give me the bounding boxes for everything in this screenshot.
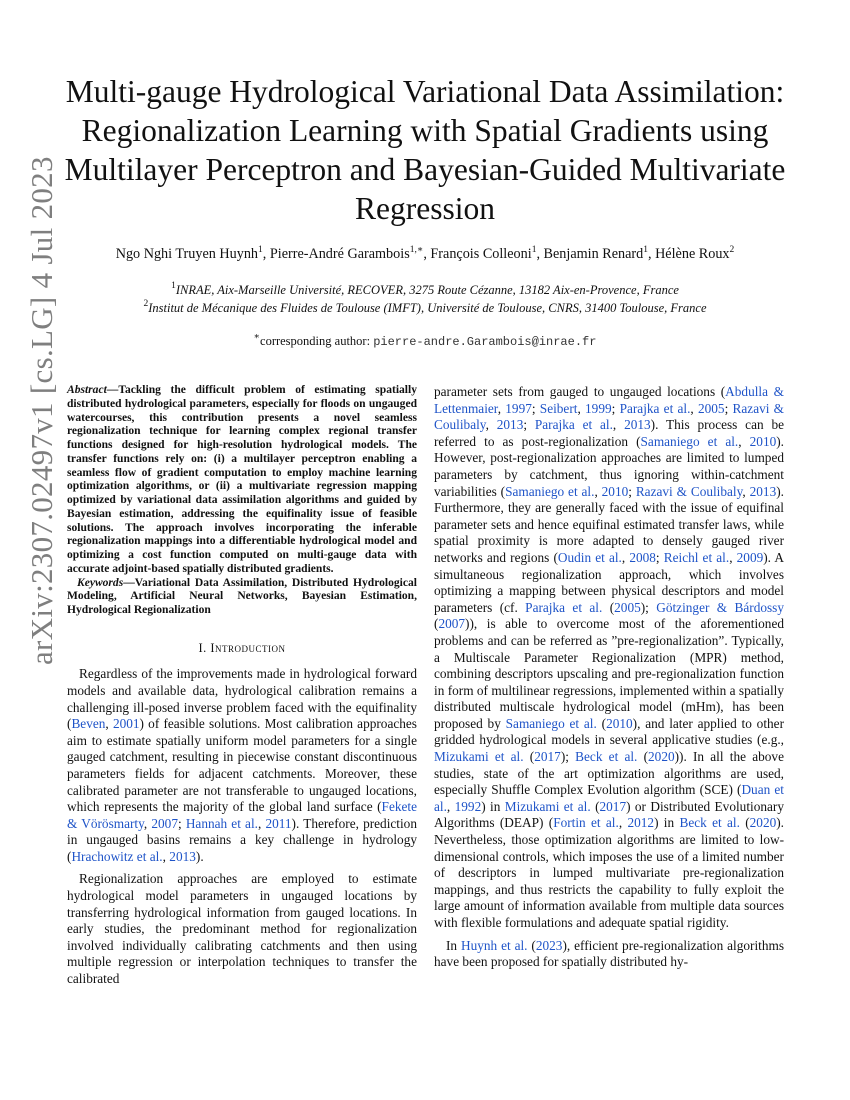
- author-affiliation-mark: 1: [531, 245, 537, 255]
- citation-link[interactable]: Beven: [71, 716, 106, 732]
- citation-link[interactable]: 2005: [697, 400, 725, 416]
- citation-link[interactable]: Duan et al.: [434, 782, 784, 814]
- author-affiliation-mark: 1: [258, 245, 263, 255]
- section-heading-introduction: [67, 640, 417, 657]
- citation-link[interactable]: 2008: [629, 549, 656, 565]
- citation-link[interactable]: 2010: [749, 433, 777, 449]
- citation-link[interactable]: Razavi & Coulibaly: [434, 400, 785, 433]
- citation-link[interactable]: 1999: [585, 400, 612, 416]
- citation-link[interactable]: 2017: [534, 749, 561, 765]
- author-list: Ngo Nghi Truyen Huynh$^1$, Pierre-André Garambois$^{1,∗}$, François Colleoni$^1$, Benjamin Renard$^1$, Hélène Roux$^2$: [115, 245, 735, 262]
- citation-link[interactable]: 2009: [736, 549, 764, 565]
- citation-link[interactable]: 2013: [749, 483, 777, 499]
- citation-link[interactable]: 2013: [624, 417, 651, 433]
- abstract-label: Abstract: [67, 384, 107, 396]
- author-affiliation-mark: 1: [643, 245, 648, 255]
- intro-paragraph-2: Regionalization approaches are employed to estimate hydrological model parameters in ungauged locations by transferring hydrological information from gauged locations. In early studies, the predominant method for regionalization involved individually calibrating catchments and then using multiple regression or interpolation techniques to transfer the calibrated: [67, 871, 417, 987]
- abstract: [67, 384, 417, 577]
- citation-link[interactable]: 2023: [535, 937, 563, 953]
- citation-link[interactable]: Samaniego et al.: [640, 433, 739, 449]
- arxiv-identifier: arXiv:2307.02497v1 [cs.LG] 4 Jul 2023: [24, 156, 59, 665]
- citation-link[interactable]: 2012: [627, 815, 655, 831]
- citation-link[interactable]: Fekete & Vörösmarty: [67, 799, 417, 831]
- author-affiliation-mark: 1,∗: [409, 245, 424, 255]
- affiliations: [40, 281, 810, 317]
- citation-link[interactable]: 2010: [601, 483, 629, 499]
- right-column: [434, 384, 784, 977]
- section-number: I.: [198, 640, 207, 655]
- citation-link[interactable]: Seibert: [539, 400, 578, 416]
- author-name: Benjamin Renard: [543, 246, 644, 262]
- citation-link[interactable]: 2010: [606, 715, 633, 731]
- section-title: Introduction: [210, 640, 286, 655]
- citation-link[interactable]: 2007: [151, 815, 178, 831]
- corresponding-author: [40, 333, 810, 350]
- abstract-text: —Tackling the difficult problem of estimating spatially distributed hydrological parameters, especially for floods on ungauged watercourses, this contribution presents a novel seamless regionalization technique for learning complex regional transfer functions designed for high-resolution hydrological models. The transfer functions rely on: (i) a multilayer perceptron enabling a seamless flow of gradient computation to employ machine learning optimization algorithms, or (ii) a multivariate regression mapping optimized by variational data assimilation algorithms and guided by Bayesian estimation, addressing the equifinality issue of feasible solutions. The approach involves incorporating the inferable regionalization mappings into a differentiable hydrological model and optimizing a cost function computed on multi-gauge data with accurate adjoint-based spatially distributed gradients.: [67, 384, 417, 575]
- citation-link[interactable]: Parajka et al.: [534, 417, 613, 433]
- citation-link[interactable]: Mizukami et al.: [504, 798, 591, 814]
- citation-link[interactable]: Razavi & Coulibaly: [635, 483, 743, 499]
- author-name: Hélène Roux: [655, 246, 730, 262]
- corresponding-mark: ∗: [253, 332, 261, 342]
- citation-link[interactable]: Huynh et al.: [460, 937, 528, 953]
- citation-link[interactable]: Reichl et al.: [663, 549, 730, 565]
- citation-link[interactable]: Oudin et al.: [557, 549, 622, 565]
- citation-link[interactable]: Parajka et al.: [525, 599, 603, 615]
- affiliation-mark: 2: [143, 299, 149, 309]
- citation-link[interactable]: 2007: [438, 616, 466, 632]
- corresponding-email[interactable]: pierre-andre.Garambois@inrae.fr: [373, 335, 597, 349]
- corresponding-label: corresponding author:: [260, 334, 374, 348]
- left-column: [67, 384, 417, 994]
- citation-link[interactable]: 2013: [169, 848, 196, 864]
- citation-link[interactable]: 2020: [749, 815, 777, 831]
- intro-paragraph-1: Regardless of the improvements made in hydrological forward models and available data, hydrological calibration remains a challenging ill-posed inverse problem faced with the equifinality (Beven, 2001) of feasible solutions. Most calibration approaches aim to estimate spatially uniform model parameters for a single gauged catchment, resulting in piecewise constant discontinuous parameters fields for adjacent catchments. Moreover, these calibrated parameter are not transferable to ungauged locations, which represents the majority of the global land surface (Fekete & Vörösmarty, 2007; Hannah et al., 2011). Therefore, prediction in ungauged basins remains a key challenge in hydrology (Hrachowitz et al., 2013).: [67, 666, 417, 864]
- affiliation-line: [40, 281, 810, 299]
- citation-link[interactable]: 1997: [505, 400, 532, 416]
- citation-link[interactable]: 2017: [599, 798, 627, 814]
- keywords-label: Keywords: [77, 576, 124, 589]
- citation-link[interactable]: Abdulla & Lettenmaier: [434, 384, 784, 416]
- affiliation-line: [40, 299, 810, 317]
- author-affiliation-mark: 2: [729, 245, 735, 255]
- citation-link[interactable]: 2001: [112, 716, 140, 732]
- affiliation-mark: 1: [171, 281, 176, 291]
- citation-link[interactable]: Samaniego et al.: [505, 483, 595, 499]
- author-name: François Colleoni: [430, 246, 532, 262]
- citation-link[interactable]: Samaniego et al.: [505, 715, 597, 731]
- citation-link[interactable]: Mizukami et al.: [434, 749, 524, 765]
- intro-paragraph-2-continued: parameter sets from gauged to ungauged locations (Abdulla & Lettenmaier, 1997; Seibert, 1999; Parajka et al., 2005; Razavi & Coulibaly, 2013; Parajka et al., 2013). This process can be referred to as post-regionalization (Samaniego et al., 2010). However, post-regionalization approaches are limited to lumped parameters by catchment, thus ignoring within-catchment variabilities (Samaniego et al., 2010; Razavi & Coulibaly, 2013). Furthermore, they are generally faced with the issue of equifinal parameter sets and hence equifinal estimated transfer laws, while spatial proximity is more adapted to densely gauged river networks and regions (Oudin et al., 2008; Reichl et al., 2009). A simultaneous regionalization approach, which involves optimizing a mapping between physical descriptors and model parameters (cf. Parajka et al. (2005); Götzinger & Bárdossy (2007)), is able to overcome most of the aforementioned problems and can be referred as ”pre-regionalization”. Typically, a Multiscale Parameter Regionalization (MPR) method, combining descriptors upscaling and pre-regionalization function in form of multilinear regressions, implemented within a spatially distributed multiscale hydrological model (mHm), has been proposed by Samaniego et al. (2010), and later applied to other gridded hydrological models in several applicative studies (e.g., Mizukami et al. (2017); Beck et al. (2020)). In all the above studies, state of the art optimization algorithms are used, especially Shuffle Complex Evolution algorithm (SCE) (Duan et al., 1992) in Mizukami et al. (2017) or Distributed Evolutionary Algorithms (DEAP) (Fortin et al., 2012) in Beck et al. (2020). Nevertheless, those optimization algorithms are limited to low-dimensional controls, which imposes the use of a limited number of descriptors in lumped multivariate pre-regionalization mappings, and thus restricts the capability to fully exploit the large amount of information available from multiple data sources with flexible formulations and adequate spatial rigidity.: [434, 384, 785, 930]
- author-name: Ngo Nghi Truyen Huynh: [115, 246, 259, 262]
- citation-link[interactable]: Beck et al.: [575, 749, 638, 765]
- author-name: Pierre-André Garambois: [269, 246, 410, 262]
- citation-link[interactable]: Hrachowitz et al.: [71, 848, 163, 864]
- citation-link[interactable]: 2013: [496, 417, 524, 433]
- affiliation-text: INRAE, Aix-Marseille Université, RECOVER, 3275 Route Cézanne, 13182 Aix-en-Provence, France: [175, 283, 679, 297]
- citation-link[interactable]: Götzinger & Bárdossy: [656, 599, 784, 615]
- citation-link[interactable]: 2011: [265, 815, 292, 831]
- affiliation-text: Institut de Mécanique des Fluides de Toulouse (IMFT), Université de Toulouse, CNRS, 31400 Toulouse, France: [148, 301, 707, 315]
- keywords-text: —Variational Data Assimilation, Distributed Hydrological Modeling, Artificial Neural Networks, Bayesian Estimation, Hydrological Regionalization: [67, 576, 417, 616]
- citation-link[interactable]: Fortin et al.: [553, 815, 619, 831]
- citation-link[interactable]: Hannah et al.: [185, 815, 258, 831]
- paper-title: Multi-gauge Hydrological Variational Data Assimilation: Regionalization Learning with Spatial Gradients using Multilayer Perceptron and Bayesian-Guided Multivariate Regression: [64, 74, 786, 226]
- intro-paragraph-3: In Huynh et al. (2023), efficient pre-regionalization algorithms have been proposed for spatially distributed hy-: [434, 937, 784, 970]
- citation-link[interactable]: Parajka et al.: [619, 400, 691, 416]
- citation-link[interactable]: 1992: [454, 798, 482, 814]
- citation-link[interactable]: 2005: [614, 599, 641, 615]
- citation-link[interactable]: 2020: [648, 749, 675, 765]
- citation-link[interactable]: Beck et al.: [679, 815, 740, 831]
- keywords: [67, 577, 417, 618]
